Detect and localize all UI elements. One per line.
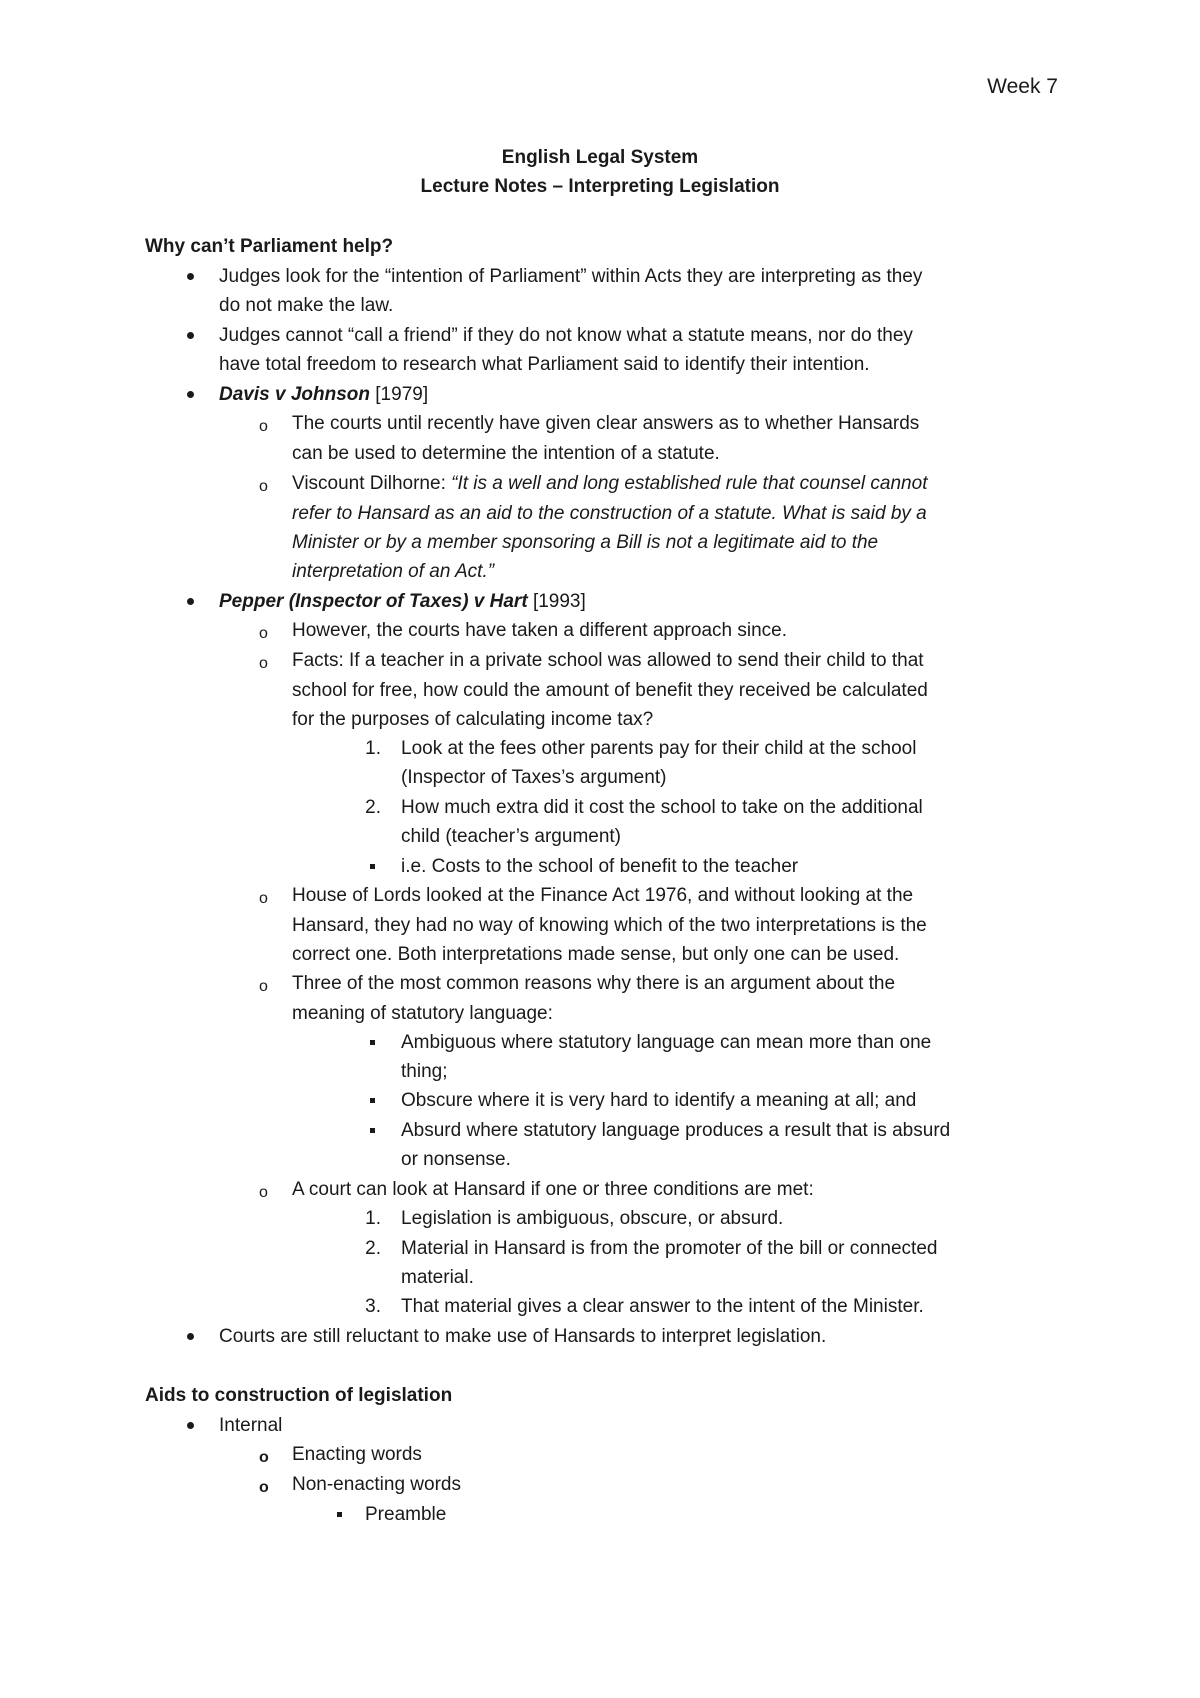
case-citation-davis xyxy=(219,380,428,409)
bullet-text: Judges look for the “intention of Parliament” within Acts they are interpreting as they xyxy=(219,266,923,287)
quote-text: “It is a well and long established rule that counsel cannot xyxy=(451,473,928,494)
sub-bullet-icon: o xyxy=(259,655,268,672)
case-citation-pepper xyxy=(219,587,586,616)
sub-bullet-icon: o xyxy=(259,418,268,435)
square-bullet-icon xyxy=(370,1098,375,1103)
list-number: 1. xyxy=(365,738,381,759)
document-subtitle: Lecture Notes – Interpreting Legislation xyxy=(420,176,780,197)
numbered-item-text: Look at the fees other parents pay for their child at the school xyxy=(401,738,917,759)
sub-bullet-icon: o xyxy=(259,890,268,907)
square-bullet-text: or nonsense. xyxy=(401,1149,511,1170)
sub-bullet-text: school for free, how could the amount of benefit they received be calculated xyxy=(292,680,928,701)
numbered-item-text: child (teacher’s argument) xyxy=(401,826,622,847)
sub-bullet-text: The courts until recently have given clear answers as to whether Hansards xyxy=(292,413,920,434)
numbered-item-text: How much extra did it cost the school to take on the additional xyxy=(401,797,923,818)
sub-bullet-text: can be used to determine the intention of a statute. xyxy=(292,443,720,464)
bullet-icon xyxy=(187,332,194,339)
quote-text: refer to Hansard as an aid to the construction of a statute. What is said by a xyxy=(292,503,927,524)
square-bullet-text: Absurd where statutory language produces a result that is absurd xyxy=(401,1120,951,1141)
bullet-text: Courts are still reluctant to make use of Hansards to interpret legislation. xyxy=(219,1326,827,1347)
quote-text: interpretation of an Act.” xyxy=(292,561,495,582)
sub-bullet-text: correct one. Both interpretations made sense, but only one can be used. xyxy=(292,944,900,965)
square-bullet-text: Obscure where it is very hard to identify a meaning at all; and xyxy=(401,1090,917,1111)
sub-bullet-text: Non-enacting words xyxy=(292,1474,461,1495)
numbered-item-text: Material in Hansard is from the promoter of the bill or connected xyxy=(401,1238,938,1259)
numbered-item-text: Legislation is ambiguous, obscure, or absurd. xyxy=(401,1208,784,1229)
square-bullet-text: Preamble xyxy=(365,1504,447,1525)
list-number: 1. xyxy=(365,1208,381,1229)
case-year: [1993] xyxy=(527,591,586,612)
square-bullet-icon xyxy=(370,1128,375,1133)
sub-bullet-text: However, the courts have taken a different approach since. xyxy=(292,620,788,641)
square-bullet-text: thing; xyxy=(401,1061,448,1082)
square-bullet-icon xyxy=(370,1040,375,1045)
bullet-icon xyxy=(187,598,194,605)
sub-bullet-icon: o xyxy=(259,478,268,495)
section-heading-aids: Aids to construction of legislation xyxy=(145,1385,453,1406)
sub-bullet-text: Hansard, they had no way of knowing which of the two interpretations is the xyxy=(292,915,927,936)
sub-bullet-text: House of Lords looked at the Finance Act 1976, and without looking at the xyxy=(292,885,914,906)
numbered-item-text: material. xyxy=(401,1267,474,1288)
bullet-icon xyxy=(187,1333,194,1340)
sub-bullet-text: Enacting words xyxy=(292,1444,422,1465)
bullet-text: have total freedom to research what Parliament said to identify their intention. xyxy=(219,354,870,375)
quote-text: Minister or by a member sponsoring a Bill is not a legitimate aid to the xyxy=(292,532,879,553)
square-bullet-icon xyxy=(337,1512,342,1517)
square-bullet-icon xyxy=(370,864,375,869)
sub-bullet-text: Facts: If a teacher in a private school was allowed to send their child to that xyxy=(292,650,924,671)
bullet-text: Internal xyxy=(219,1415,283,1436)
page-header-week: Week 7 xyxy=(987,75,1058,98)
list-number: 2. xyxy=(365,1238,381,1259)
bullet-text: Judges cannot “call a friend” if they do not know what a statute means, nor do they xyxy=(219,325,913,346)
bullet-icon xyxy=(187,391,194,398)
list-number: 3. xyxy=(365,1296,381,1317)
bullet-text: do not make the law. xyxy=(219,295,394,316)
sub-bullet-text xyxy=(292,469,927,498)
bullet-icon xyxy=(187,1422,194,1429)
sub-bullet-text: meaning of statutory language: xyxy=(292,1003,553,1024)
section-heading-parliament: Why can’t Parliament help? xyxy=(145,236,394,257)
numbered-item-text: That material gives a clear answer to the intent of the Minister. xyxy=(401,1296,924,1317)
quote-attribution: Viscount Dilhorne: xyxy=(292,473,452,494)
sub-bullet-icon: o xyxy=(259,978,268,995)
sub-bullet-text: Three of the most common reasons why there is an argument about the xyxy=(292,973,896,994)
square-bullet-text: i.e. Costs to the school of benefit to the teacher xyxy=(401,856,799,877)
list-number: 2. xyxy=(365,797,381,818)
case-name: Davis v Johnson xyxy=(219,384,370,405)
bullet-icon xyxy=(187,273,194,280)
case-year: [1979] xyxy=(370,384,429,405)
case-name: Pepper (Inspector of Taxes) v Hart xyxy=(219,591,528,612)
square-bullet-text: Ambiguous where statutory language can mean more than one xyxy=(401,1032,932,1053)
sub-bullet-icon: o xyxy=(259,625,268,642)
numbered-item-text: (Inspector of Taxes’s argument) xyxy=(401,767,667,788)
sub-bullet-icon: o xyxy=(259,1479,269,1496)
sub-bullet-icon: o xyxy=(259,1449,269,1466)
sub-bullet-text: for the purposes of calculating income tax? xyxy=(292,709,654,730)
document-title: English Legal System xyxy=(501,147,699,168)
sub-bullet-icon: o xyxy=(259,1184,268,1201)
sub-bullet-text: A court can look at Hansard if one or three conditions are met: xyxy=(292,1179,814,1200)
